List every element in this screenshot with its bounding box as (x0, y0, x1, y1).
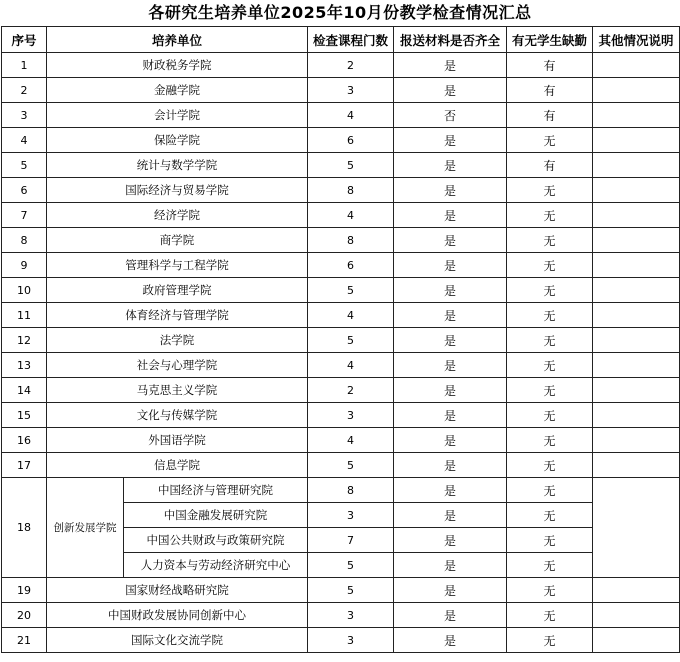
row-absence: 无 (507, 478, 593, 503)
row-courses: 5 (308, 578, 394, 603)
row-courses: 6 (308, 128, 394, 153)
row-unit: 财政税务学院 (47, 53, 308, 78)
table-title: 各研究生培养单位2025年10月份教学检查情况汇总 (148, 3, 532, 22)
table-row (2, 403, 680, 428)
row-unit: 国家财经战略研究院 (47, 578, 308, 603)
row-absence: 无 (507, 203, 593, 228)
row-absence: 无 (507, 278, 593, 303)
row-absence: 无 (507, 378, 593, 403)
row-seq: 10 (2, 278, 47, 303)
header-materials: 报送材料是否齐全 (394, 27, 507, 53)
row-materials: 是 (394, 603, 507, 628)
row-courses: 3 (308, 628, 394, 653)
row-courses: 4 (308, 353, 394, 378)
row-courses: 5 (308, 328, 394, 353)
row-parent-unit: 创新发展学院 (47, 478, 124, 578)
row-courses: 6 (308, 253, 394, 278)
table-row (2, 178, 680, 203)
row-other (593, 128, 680, 153)
row-courses: 4 (308, 103, 394, 128)
row-unit: 马克思主义学院 (47, 378, 308, 403)
row-absence: 无 (507, 178, 593, 203)
row-materials: 否 (394, 103, 507, 128)
header-unit: 培养单位 (47, 27, 308, 53)
row-courses: 3 (308, 503, 394, 528)
row-seq: 1 (2, 53, 47, 78)
row-materials: 是 (394, 328, 507, 353)
row-seq: 4 (2, 128, 47, 153)
table-row (2, 53, 680, 78)
table-row (2, 128, 680, 153)
row-unit: 会计学院 (47, 103, 308, 128)
row-courses: 5 (308, 453, 394, 478)
row-seq: 6 (2, 178, 47, 203)
row-unit: 社会与心理学院 (47, 353, 308, 378)
row-seq: 17 (2, 453, 47, 478)
row-courses: 8 (308, 228, 394, 253)
row-other (593, 153, 680, 178)
table-row (2, 153, 680, 178)
table-row (2, 253, 680, 278)
row-absence: 有 (507, 153, 593, 178)
row-other (593, 628, 680, 653)
row-materials: 是 (394, 628, 507, 653)
row-materials: 是 (394, 353, 507, 378)
table-row (2, 203, 680, 228)
row-absence: 无 (507, 128, 593, 153)
row-seq: 7 (2, 203, 47, 228)
table-row (2, 428, 680, 453)
row-materials: 是 (394, 503, 507, 528)
row-unit: 外国语学院 (47, 428, 308, 453)
row-seq: 11 (2, 303, 47, 328)
table-row (2, 78, 680, 103)
row-absence: 无 (507, 503, 593, 528)
row-unit: 法学院 (47, 328, 308, 353)
row-seq: 12 (2, 328, 47, 353)
row-seq: 19 (2, 578, 47, 603)
row-absence: 无 (507, 228, 593, 253)
row-seq: 2 (2, 78, 47, 103)
row-courses: 5 (308, 553, 394, 578)
row-other (593, 278, 680, 303)
table-row (2, 328, 680, 353)
row-absence: 无 (507, 628, 593, 653)
table-row (2, 603, 680, 628)
row-other (593, 228, 680, 253)
row-absence: 有 (507, 103, 593, 128)
header-courses: 检查课程门数 (308, 27, 394, 53)
row-materials: 是 (394, 278, 507, 303)
row-courses: 2 (308, 378, 394, 403)
row-other (593, 203, 680, 228)
row-unit: 经济学院 (47, 203, 308, 228)
row-other (593, 103, 680, 128)
row-absence: 无 (507, 603, 593, 628)
row-other (593, 328, 680, 353)
row-courses: 5 (308, 153, 394, 178)
table-row (2, 103, 680, 128)
row-courses: 8 (308, 178, 394, 203)
table-row (2, 628, 680, 653)
row-courses: 4 (308, 203, 394, 228)
row-other (593, 428, 680, 453)
inspection-summary-table (1, 26, 680, 653)
row-other (593, 453, 680, 478)
row-materials: 是 (394, 528, 507, 553)
row-courses: 3 (308, 603, 394, 628)
row-other (593, 378, 680, 403)
row-unit: 中国财政发展协同创新中心 (47, 603, 308, 628)
row-unit: 金融学院 (47, 78, 308, 103)
row-seq: 5 (2, 153, 47, 178)
row-courses: 8 (308, 478, 394, 503)
row-sub-unit: 中国经济与管理研究院 (124, 478, 308, 503)
row-courses: 5 (308, 278, 394, 303)
row-absence: 无 (507, 253, 593, 278)
row-materials: 是 (394, 53, 507, 78)
table-row (2, 228, 680, 253)
row-materials: 是 (394, 78, 507, 103)
table-row (2, 478, 680, 503)
row-absence: 无 (507, 528, 593, 553)
row-materials: 是 (394, 403, 507, 428)
row-courses: 3 (308, 78, 394, 103)
table-row (2, 303, 680, 328)
row-unit: 管理科学与工程学院 (47, 253, 308, 278)
header-absence: 有无学生缺勤 (507, 27, 593, 53)
row-unit: 国际经济与贸易学院 (47, 178, 308, 203)
row-other (593, 353, 680, 378)
header-seq: 序号 (2, 27, 47, 53)
row-sub-unit: 中国公共财政与政策研究院 (124, 528, 308, 553)
row-absence: 无 (507, 453, 593, 478)
row-materials: 是 (394, 378, 507, 403)
table-row (2, 578, 680, 603)
row-absence: 无 (507, 303, 593, 328)
row-courses: 3 (308, 403, 394, 428)
row-seq: 3 (2, 103, 47, 128)
row-unit: 国际文化交流学院 (47, 628, 308, 653)
row-other (593, 578, 680, 603)
row-seq: 18 (2, 478, 47, 578)
row-courses: 4 (308, 303, 394, 328)
row-other (593, 303, 680, 328)
row-unit: 商学院 (47, 228, 308, 253)
row-materials: 是 (394, 128, 507, 153)
row-other (593, 53, 680, 78)
row-seq: 9 (2, 253, 47, 278)
row-seq: 15 (2, 403, 47, 428)
row-courses: 2 (308, 53, 394, 78)
row-absence: 无 (507, 428, 593, 453)
table-row (2, 453, 680, 478)
row-materials: 是 (394, 578, 507, 603)
row-materials: 是 (394, 453, 507, 478)
table-row (2, 278, 680, 303)
row-materials: 是 (394, 228, 507, 253)
row-other (593, 403, 680, 428)
row-absence: 无 (507, 578, 593, 603)
row-materials: 是 (394, 553, 507, 578)
row-materials: 是 (394, 153, 507, 178)
row-seq: 20 (2, 603, 47, 628)
row-unit: 统计与数学学院 (47, 153, 308, 178)
row-materials: 是 (394, 303, 507, 328)
row-unit: 文化与传媒学院 (47, 403, 308, 428)
row-other (593, 253, 680, 278)
row-sub-unit: 中国金融发展研究院 (124, 503, 308, 528)
row-other (593, 178, 680, 203)
row-materials: 是 (394, 178, 507, 203)
row-materials: 是 (394, 478, 507, 503)
row-unit: 保险学院 (47, 128, 308, 153)
row-materials: 是 (394, 428, 507, 453)
row-seq: 8 (2, 228, 47, 253)
row-absence: 无 (507, 328, 593, 353)
header-row (2, 27, 680, 53)
row-absence: 无 (507, 353, 593, 378)
row-seq: 13 (2, 353, 47, 378)
row-unit: 政府管理学院 (47, 278, 308, 303)
row-materials: 是 (394, 253, 507, 278)
table-row (2, 353, 680, 378)
row-absence: 有 (507, 53, 593, 78)
row-materials: 是 (394, 203, 507, 228)
table-row (2, 378, 680, 403)
row-absence: 无 (507, 403, 593, 428)
row-other (593, 478, 680, 578)
row-unit: 体育经济与管理学院 (47, 303, 308, 328)
row-seq: 14 (2, 378, 47, 403)
row-absence: 无 (507, 553, 593, 578)
row-other (593, 603, 680, 628)
row-seq: 16 (2, 428, 47, 453)
header-other: 其他情况说明 (593, 27, 680, 53)
row-seq: 21 (2, 628, 47, 653)
row-sub-unit: 人力资本与劳动经济研究中心 (124, 553, 308, 578)
row-courses: 7 (308, 528, 394, 553)
row-other (593, 78, 680, 103)
row-unit: 信息学院 (47, 453, 308, 478)
row-absence: 有 (507, 78, 593, 103)
row-courses: 4 (308, 428, 394, 453)
